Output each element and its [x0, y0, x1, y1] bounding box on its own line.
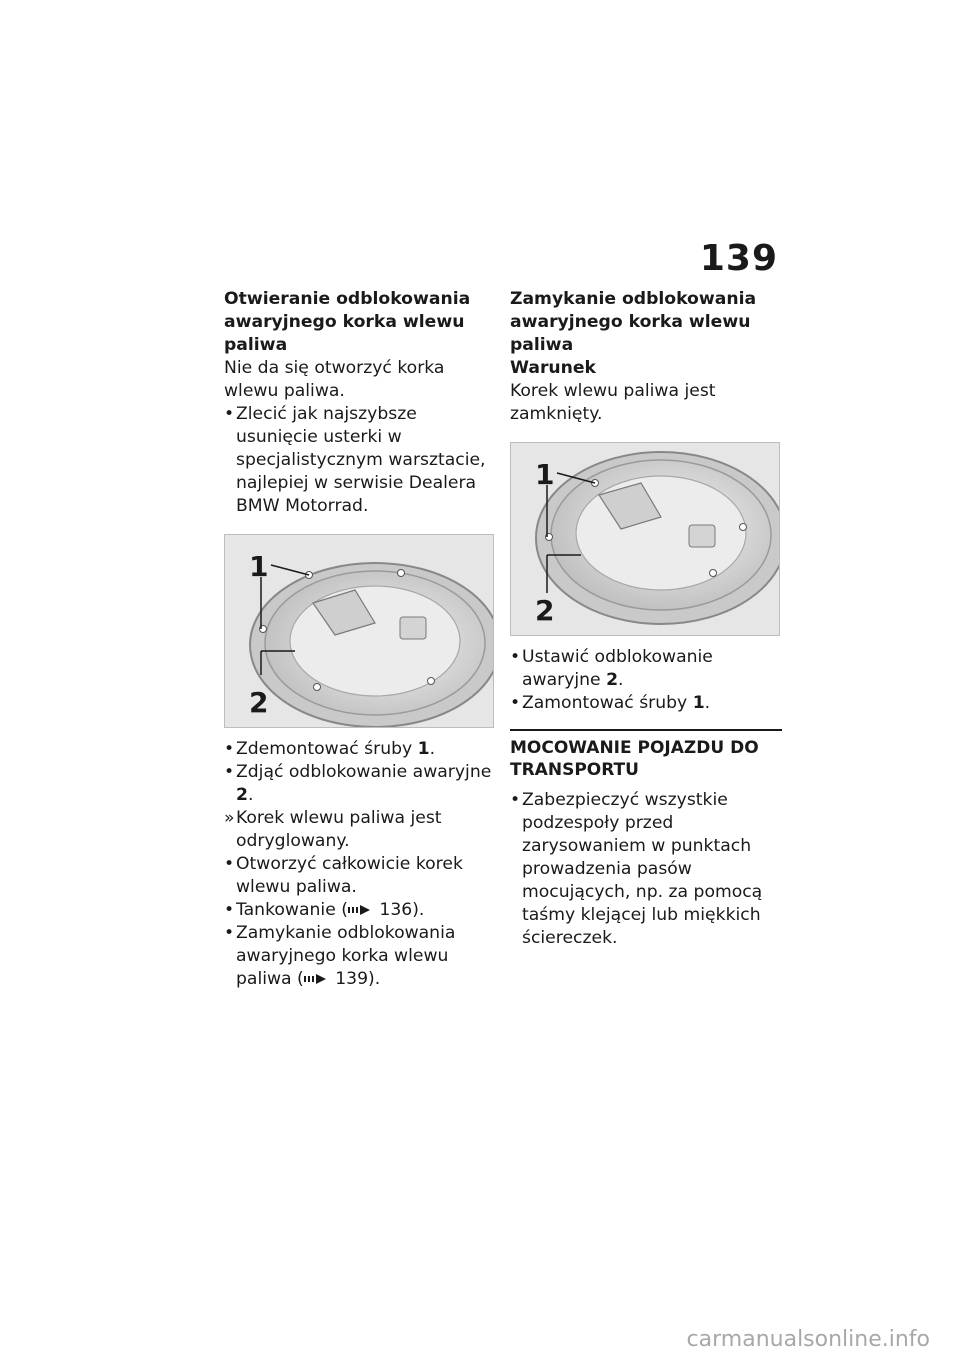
right-column [510, 288, 782, 950]
section-steps [510, 789, 782, 950]
right-heading: Zamykanie odblokowania awaryjnego korka wlewu paliwa [510, 289, 757, 355]
page-reference-arrow-icon [304, 973, 330, 985]
left-steps [224, 738, 496, 991]
list-item: • Zlecić jak najszybsze usunięcie usterki w specjalistycznym warsztacie, najlepiej w serwisie Dealera BMW Motorrad. [224, 404, 486, 516]
list-item: » Korek wlewu paliwa jest odryglowany. [224, 808, 442, 851]
condition-label: Warunek [510, 358, 596, 378]
list-item: • Ustawić odblokowanie awaryjne 2. [510, 647, 713, 690]
watermark-url[interactable]: carmanualsonline.info [686, 1327, 930, 1352]
left-intro: Nie da się otworzyć korka wlewu paliwa. [224, 358, 445, 401]
left-column [224, 288, 496, 991]
section-title: MOCOWANIE POJAZDU DO TRANSPORTU [510, 729, 782, 781]
page-reference[interactable]: 139 [335, 969, 369, 989]
page-reference[interactable]: 136 [379, 900, 413, 920]
page-number: 139 [699, 238, 778, 279]
callout-1: 1 [249, 550, 269, 583]
list-item: • Zdemontować śruby 1. [224, 739, 436, 759]
fuel-cap-figure-open [224, 534, 494, 728]
left-first-steps [224, 403, 496, 518]
list-item: • Tankowanie ( 136). [224, 900, 425, 920]
callout-1: 1 [535, 458, 555, 491]
callout-2: 2 [249, 686, 269, 719]
list-item: • Zamontować śruby 1. [510, 693, 711, 713]
list-item: • Zabezpieczyć wszystkie podzespoły przed zarysowaniem w punktach prowadzenia pasów mocujących, np. za pomocą taśmy klejącej lub miękkich ściereczek. [510, 790, 763, 948]
fuel-cap-figure-close [510, 442, 780, 636]
page-reference-arrow-icon [348, 904, 374, 916]
right-steps [510, 646, 782, 715]
condition-text: Korek wlewu paliwa jest zamknięty. [510, 381, 716, 424]
callout-2: 2 [535, 594, 555, 627]
left-heading: Otwieranie odblokowania awaryjnego korka wlewu paliwa [224, 289, 471, 355]
list-item: • Otworzyć całkowicie korek wlewu paliwa. [224, 854, 463, 897]
list-item: • Zdjąć odblokowanie awaryjne 2. [224, 762, 492, 805]
list-item: • Zamykanie odblokowania awaryjnego korka wlewu paliwa ( 139). [224, 923, 456, 989]
